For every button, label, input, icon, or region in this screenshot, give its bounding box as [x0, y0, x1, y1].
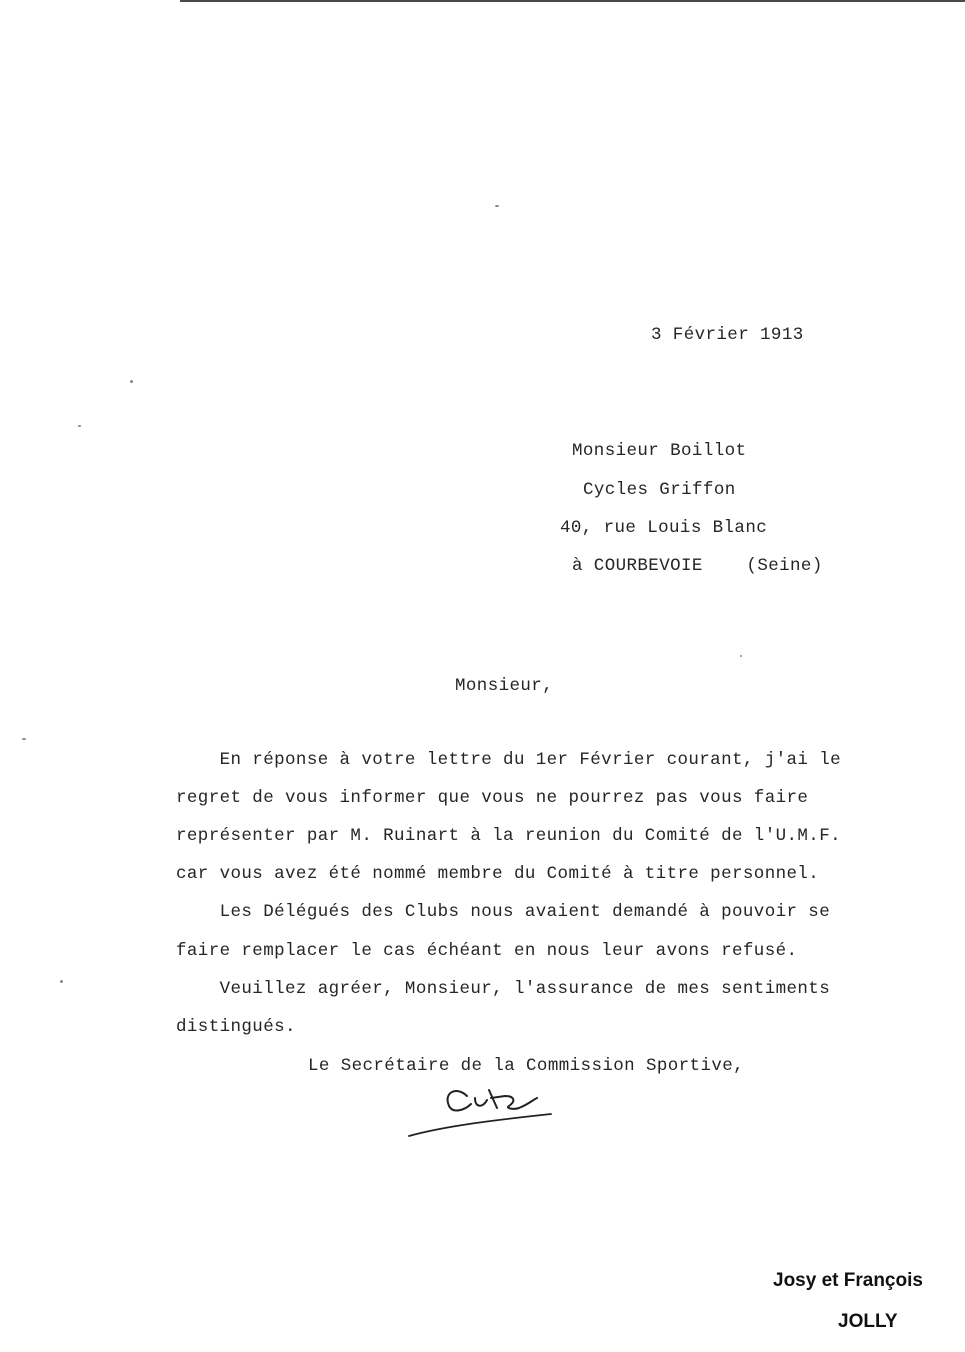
recipient-city: à COURBEVOIE (Seine) — [572, 556, 823, 576]
page-top-edge — [180, 0, 965, 2]
body-line: regret de vous informer que vous ne pourrez pas vous faire — [176, 788, 809, 808]
recipient-name: Monsieur Boillot — [572, 441, 747, 461]
body-line: représenter par M. Ruinart à la reunion du Comité de l'U.M.F. — [176, 826, 842, 846]
body-line: distingués. — [176, 1017, 296, 1037]
scan-speck — [130, 380, 133, 383]
scan-speck — [78, 425, 81, 427]
body-line: En réponse à votre lettre du 1er Février courant, j'ai le — [176, 750, 842, 770]
letter-date: 3 Février 1913 — [651, 325, 804, 345]
scan-speck — [60, 980, 63, 983]
recipient-company: Cycles Griffon — [583, 480, 736, 500]
body-line: faire remplacer le cas échéant en nous leur avons refusé. — [176, 941, 798, 961]
body-line: car vous avez été nommé membre du Comité à titre personnel. — [176, 864, 820, 884]
signoff: Le Secrétaire de la Commission Sportive, — [308, 1056, 745, 1076]
scan-speck — [740, 655, 742, 657]
body-line: Veuillez agréer, Monsieur, l'assurance de mes sentiments — [176, 979, 831, 999]
credit-surname: JOLLY — [838, 1311, 898, 1332]
body-line: Les Délégués des Clubs nous avaient demandé à pouvoir se — [176, 902, 831, 922]
credit-names: Josy et François — [773, 1270, 923, 1291]
recipient-street: 40, rue Louis Blanc — [560, 518, 768, 538]
scan-speck — [495, 205, 499, 207]
scan-speck — [22, 738, 26, 740]
handwritten-signature — [405, 1078, 555, 1142]
salutation: Monsieur, — [455, 676, 554, 696]
